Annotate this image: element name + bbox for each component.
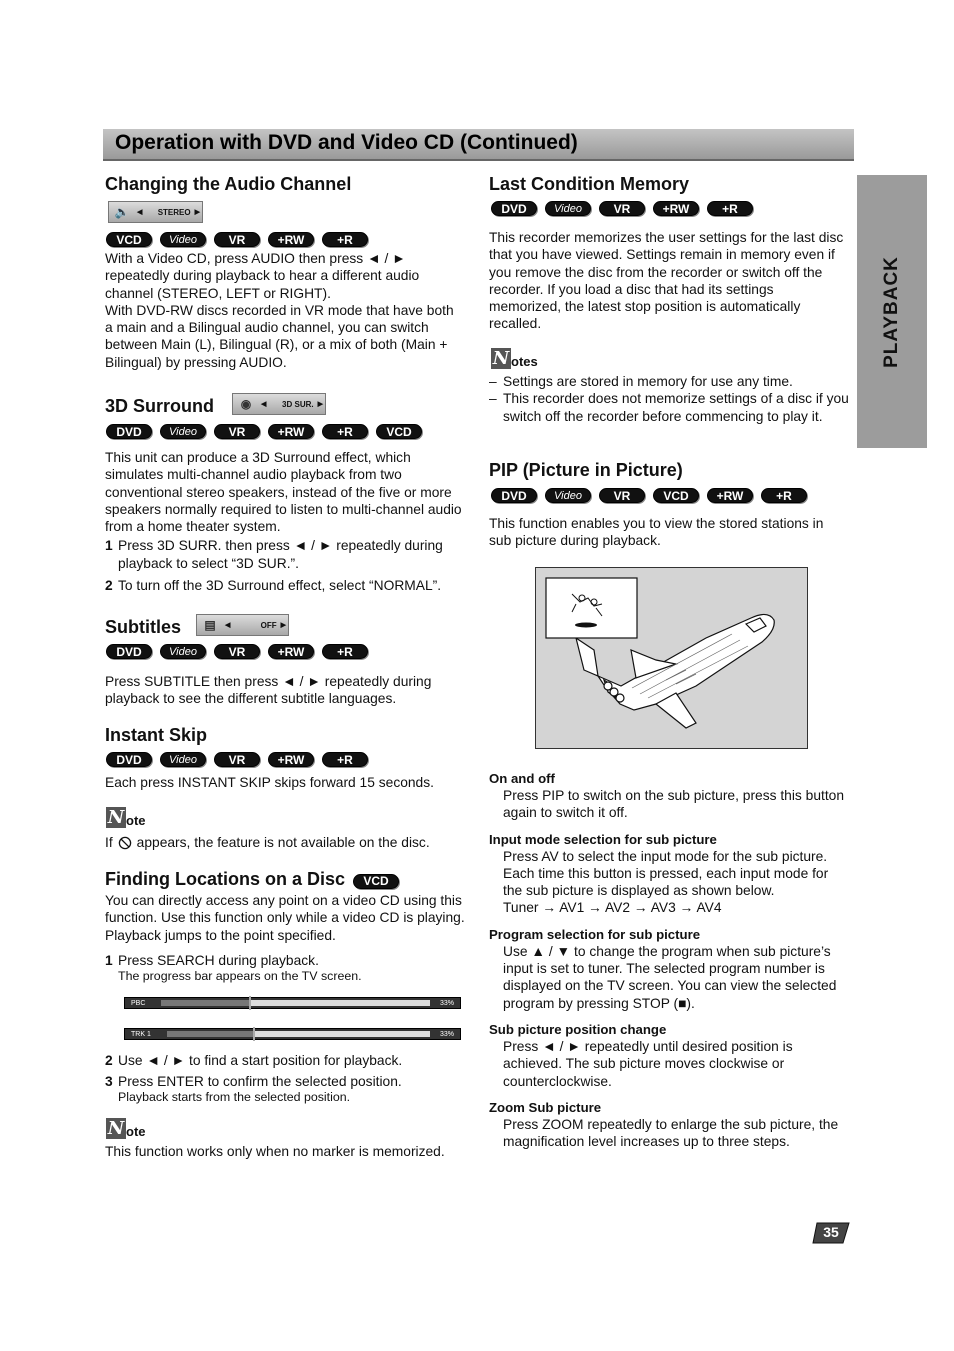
left-arrow-icon: ◀ — [225, 622, 231, 629]
pip-sections — [489, 770, 851, 1150]
disc-badge: DVD — [491, 201, 537, 216]
finding-heading: Finding Locations on a Disc — [105, 869, 346, 889]
surround-icon: ◉ — [240, 397, 252, 411]
instant-skip-note-title — [106, 807, 146, 828]
pip-section-title: Sub picture position change — [489, 1021, 667, 1037]
disc-badge: +R — [707, 201, 753, 216]
disc-badge: VR — [214, 644, 260, 659]
surround-osd — [232, 393, 326, 415]
note-icon: N — [492, 348, 510, 369]
instant-skip-text: Each press INSTANT SKIP skips forward 15 seconds. — [105, 775, 434, 790]
instant-skip-note-text — [105, 834, 465, 851]
subtitles-osd-value: OFF — [260, 620, 277, 630]
last-condition-disc-badges — [491, 201, 753, 216]
step-subtext: The progress bar appears on the TV screen. — [118, 969, 362, 984]
audio-speaker-icon: 🔈 — [114, 205, 130, 219]
note-item: – Settings are stored in memory for use any time. — [489, 374, 793, 389]
instant-skip-disc-badges — [106, 752, 368, 767]
last-condition-heading: Last Condition Memory — [489, 174, 690, 194]
progress-fill — [161, 1000, 250, 1006]
subtitles-heading: Subtitles — [105, 617, 182, 637]
pip-section-title: Program selection for sub picture — [489, 926, 701, 942]
disc-badge: VR — [214, 424, 260, 439]
pip-section-body: Use ▲ / ▼ to change the program when sub picture’s input is set to tuner. The selected program number is displayed on the TV screen. You can view the selected program by pressing STOP (■). — [503, 943, 837, 1011]
left-arrow-icon: ◀ — [261, 401, 267, 408]
disc-badge: Video — [545, 201, 591, 216]
disc-badge: Video — [545, 488, 591, 503]
disc-badge: VR — [599, 488, 645, 503]
pip-section-body: Press PIP to switch on the sub picture, press this button again to switch it off. — [503, 788, 845, 821]
disc-badge: Video — [160, 752, 206, 767]
notes-label: otes — [511, 354, 538, 369]
pip-input-sequence: Tuner → AV1 → AV2 → AV3 → AV4 — [503, 900, 722, 916]
left-arrow-icon: ◀ — [137, 209, 143, 216]
disc-badge: +R — [322, 424, 368, 439]
pip-section-body: Press ◄ / ► repeatedly until desired position is achieved. The sub picture moves clockwise or counterclockwise. — [503, 1038, 793, 1089]
audio-paragraph: With a Video CD, press AUDIO then press ◄ / ► repeatedly during playback to hear a different audio channel (STEREO, LEFT or RIGHT). — [105, 251, 420, 301]
progress-marker — [253, 1027, 255, 1041]
finding-intro: You can directly access any point on a video CD using this function. Use this function only while a video CD is playing. Playback jumps to the point specified. — [105, 893, 465, 943]
step-text: Press ENTER to confirm the selected position. — [118, 1074, 402, 1089]
disc-badge: +RW — [268, 232, 314, 247]
section-tab-label: PLAYBACK — [881, 255, 902, 368]
subtitles-text: Press SUBTITLE then press ◄ / ► repeatedly during playback to see the different subtitle languages. — [105, 674, 432, 707]
progress-track — [167, 1031, 430, 1037]
page-title: Operation with DVD and Video CD (Continued) — [115, 131, 578, 154]
disc-badge: +R — [322, 752, 368, 767]
pbc-progress-bar — [124, 997, 461, 1009]
surround-step — [105, 577, 465, 594]
note-text-pre: If — [105, 835, 113, 850]
step-number: 1 — [105, 538, 113, 554]
note-item-text: Settings are stored in memory for use any time. — [503, 374, 793, 389]
step-text: Press 3D SURR. then press ◄ / ► repeatedly during playback to select “3D SUR.”. — [118, 538, 443, 571]
progress-label: TRK 1 — [131, 1030, 151, 1038]
pip-section-title: Input mode selection for sub picture — [489, 831, 717, 847]
progress-track — [161, 1000, 430, 1006]
progress-fill — [167, 1031, 254, 1037]
page-number-badge — [811, 1221, 851, 1245]
disc-badge: Video — [160, 232, 206, 247]
right-arrow-icon: ▶ — [280, 622, 286, 629]
disc-badge: +R — [761, 488, 807, 503]
disc-badge: VR — [599, 201, 645, 216]
step-number: 2 — [105, 578, 113, 594]
disc-badge: DVD — [106, 424, 152, 439]
surround-heading: 3D Surround — [105, 396, 215, 416]
prohibited-icon — [118, 836, 132, 850]
instant-skip-heading: Instant Skip — [105, 725, 208, 745]
pip-heading: PIP (Picture in Picture) — [489, 460, 683, 480]
progress-percent: 33% — [439, 999, 454, 1007]
pip-section-body: Press AV to select the input mode for the sub picture. Each time this button is pressed, each input mode for the sub picture is displayed as shown below. — [503, 848, 829, 899]
note-item-text: This recorder does not memorize settings of a disc if you switch off the recorder before commencing to play it. — [503, 391, 849, 424]
step-text: Press SEARCH during playback. — [118, 953, 319, 968]
section-tab — [857, 175, 927, 448]
step-subtext: Playback starts from the selected position. — [118, 1090, 351, 1105]
disc-badge: Video — [160, 424, 206, 439]
note-icon: N — [107, 807, 125, 828]
disc-badge: VCD — [353, 874, 399, 889]
audio-osd-value: STEREO — [157, 207, 191, 217]
disc-badge: +R — [322, 232, 368, 247]
space-shuttle-illustration — [536, 568, 807, 748]
surround-step — [105, 537, 465, 572]
audio-disc-badges — [106, 232, 368, 247]
disc-badge: +R — [322, 644, 368, 659]
page-number: 35 — [823, 1224, 839, 1240]
step-text: Use ◄ / ► to find a start position for playback. — [118, 1053, 403, 1068]
disc-badge: VCD — [106, 232, 152, 247]
track-progress-bar — [124, 1028, 461, 1040]
disc-badge: +RW — [268, 752, 314, 767]
audio-osd — [108, 201, 203, 223]
step-text: To turn off the 3D Surround effect, select “NORMAL”. — [118, 578, 442, 594]
audio-body — [105, 250, 465, 371]
subtitles-osd — [196, 614, 289, 636]
page-title-bar — [103, 129, 854, 161]
audio-heading: Changing the Audio Channel — [105, 174, 352, 194]
finding-note-text: This function works only when no marker is memorized. — [105, 1144, 445, 1159]
disc-badge: VR — [214, 232, 260, 247]
subtitle-icon: ▤ — [204, 618, 216, 632]
last-condition-text: This recorder memorizes the user settings for the last disc that you have viewed. Settings remain in memory even if you remove the disc from the recorder or switch off the recorder. If you load a disc that had its settings memorized, the latest stop position is automatically recalled. — [489, 230, 844, 332]
pip-disc-badges — [491, 488, 807, 503]
pip-intro: This function enables you to view the stored stations in sub picture during playback. — [489, 516, 824, 549]
note-icon: N — [107, 1118, 125, 1139]
finding-note-title — [106, 1118, 146, 1139]
disc-badge: DVD — [106, 644, 152, 659]
pip-section-title: On and off — [489, 771, 555, 786]
disc-badge: Video — [160, 644, 206, 659]
finding-step-3 — [105, 1073, 465, 1106]
disc-badge: +RW — [707, 488, 753, 503]
progress-percent: 33% — [439, 1030, 454, 1038]
right-arrow-icon: ▶ — [194, 209, 200, 216]
finding-step-1 — [105, 952, 465, 985]
surround-body — [105, 449, 465, 594]
finding-step-2 — [105, 1052, 465, 1069]
note-label: ote — [126, 813, 146, 828]
disc-badge: +RW — [268, 644, 314, 659]
disc-badge: DVD — [106, 752, 152, 767]
surround-osd-value: 3D SUR. — [282, 399, 314, 409]
pip-section-body: Press ZOOM repeatedly to enlarge the sub picture, the magnification level increases up to three steps. — [503, 1116, 839, 1150]
audio-paragraph: With DVD-RW discs recorded in VR mode that have both a main and a Bilingual audio channel, you can switch between Main (L), Bilingual (R), or a mix of both (Main + Bilingual) by pressing AUDIO. — [105, 302, 454, 370]
last-condition-notes — [489, 373, 849, 425]
progress-marker — [249, 996, 251, 1010]
step-number: 2 — [105, 1053, 113, 1068]
disc-badge: DVD — [491, 488, 537, 503]
pip-section-title: Zoom Sub picture — [489, 1099, 602, 1115]
surround-intro: This unit can produce a 3D Surround effect, which simulates multi-channel audio playback from two conventional stereo speakers, instead of the five or more speakers normally required to listen to multi-channel audio from a home theater system. — [105, 450, 462, 535]
note-item: – This recorder does not memorize settings of a disc if you switch off the recorder before commencing to play it. — [489, 391, 849, 424]
disc-badge: VR — [214, 752, 260, 767]
disc-badge: +RW — [268, 424, 314, 439]
disc-badge: +RW — [653, 201, 699, 216]
right-arrow-icon: ▶ — [317, 401, 323, 408]
disc-badge: VCD — [653, 488, 699, 503]
progress-label: PBC — [131, 999, 146, 1007]
pip-illustration — [535, 567, 808, 749]
subtitles-disc-badges — [106, 644, 368, 659]
last-condition-notes-title — [491, 348, 538, 369]
note-label: ote — [126, 1124, 146, 1139]
finding-heading-row — [105, 869, 399, 890]
step-number: 1 — [105, 953, 113, 968]
disc-badge: VCD — [376, 424, 422, 439]
step-number: 3 — [105, 1074, 113, 1089]
surround-disc-badges — [106, 424, 422, 439]
note-text-post: appears, the feature is not available on the disc. — [136, 835, 430, 850]
